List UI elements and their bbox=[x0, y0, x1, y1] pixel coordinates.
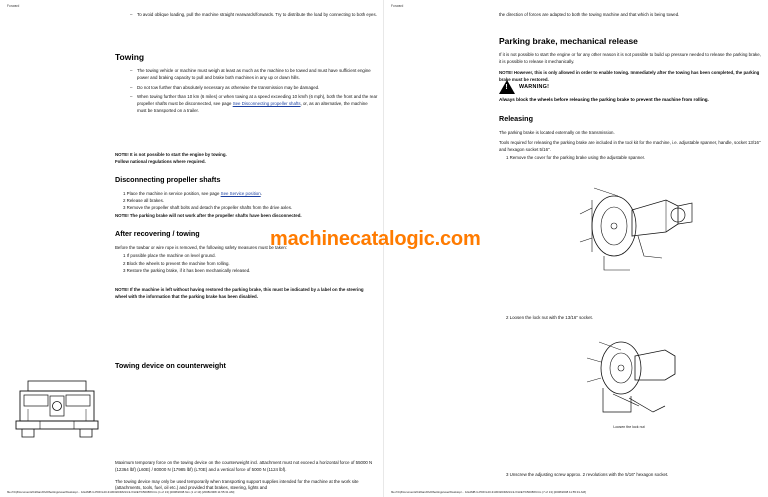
list-item: – When towing further than 10 km (6 miles) or when towing at a speed exceeding 10 km/h (6 mph), both the front and the rear propeller shafts must be disconnected, see page See Disconnecting propeller shafts, or, as an alternative, the machine must be transported on a trailer. bbox=[130, 94, 378, 114]
list-item: 1 Place the machine in service position, see page See Service position. bbox=[123, 190, 262, 196]
warning-triangle-icon bbox=[499, 80, 515, 94]
intro-bullet-block bbox=[130, 12, 378, 22]
propeller-heading: Disconnecting propeller shafts bbox=[115, 175, 221, 184]
towing-device-section bbox=[115, 362, 377, 371]
releasing-step-3-block bbox=[506, 472, 761, 479]
page-footer-left: file:///C|/Documents%20and%20Settings/user/Desktop/... lxGAMB G.PDF/L20-3130320/4821/L9-X/H/E7%5008/8.htm (1 of 13) [2008/2008.htm (1 of 13) [2008/2008 11:55:31 AM] bbox=[7, 490, 235, 494]
page-footer-right: file:///C|/Documents%20and%20Settings/user/Desktop/... lxGAMB G.PDF/L20-3130320/4821/L9-X/H/E7%5008/8.htm (7 of 13) [2008/2008 11:55:31 AM] bbox=[391, 490, 586, 494]
releasing-step-2: 2 Loosen the lock nut with the 13/16" socket. bbox=[506, 315, 593, 320]
parking-brake-section bbox=[499, 36, 761, 84]
towing-bullet-list bbox=[130, 68, 378, 115]
releasing-paragraph-1: The parking brake is located externally on the transmission. bbox=[499, 129, 615, 135]
recovering-note-block bbox=[115, 287, 377, 301]
list-item: 1 If possible place the machine on level ground. bbox=[123, 253, 216, 259]
propeller-section bbox=[115, 176, 377, 220]
towing-device-paragraph-2: The towing device may only be used temporarily when transporting support supplies intended for the machine at the work site (attachments, tools, fuel, oil etc.) and provided that brakes, steering, lights and bbox=[115, 478, 359, 491]
lock-nut-illustration bbox=[569, 328, 689, 423]
parking-brake-paragraph: If it is not possible to start the engine or for any other reason it is not possible to build up pressure needed to release the parking brake, it is possible to release it mechanically. bbox=[499, 52, 761, 65]
transmission-brake-illustration bbox=[574, 170, 704, 280]
propeller-steps bbox=[115, 191, 377, 212]
warning-box bbox=[499, 80, 709, 103]
list-item: – Do not tow further than absolutely necessary as otherwise the transmission may be damaged. bbox=[130, 85, 378, 92]
recovering-heading: After recovering / towing bbox=[115, 229, 200, 238]
list-item: – To avoid oblique loading, pull the machine straight rearwards/forwards. Try to distribute the load by connecting to both eyes. bbox=[130, 12, 378, 19]
parking-brake-heading: Parking brake, mechanical release bbox=[499, 36, 638, 46]
releasing-paragraph-2: Tools required for releasing the parking brake are included in the tool kit for the machine, i.e. adjustable spanner, handle, socket 13/16" and hexagon socket 5/16". bbox=[499, 140, 761, 153]
releasing-section bbox=[499, 115, 761, 154]
list-item: 2 Release all brakes. bbox=[123, 197, 165, 203]
top-paragraph: the direction of forces are adapted to both the towing machine and that which is being towed. bbox=[499, 12, 680, 17]
list-item: 3 Remove the propeller shaft bolts and detach the propeller shafts from the drive axles. bbox=[123, 205, 293, 211]
watermark: machinecatalogic.com bbox=[270, 228, 481, 250]
releasing-step-3: 3 Unscrew the adjusting screw approx. 2 revolutions with the 5/16" hexagon socket. bbox=[506, 472, 669, 477]
disconnecting-propeller-shafts-link[interactable]: See Disconnecting propeller shafts bbox=[232, 101, 301, 107]
releasing-step-1: 1 Remove the cover for the parking brake using the adjustable spanner. bbox=[506, 155, 646, 160]
brake-figure-2 bbox=[569, 328, 689, 429]
list-item: 3 Restore the parking brake, if it has been mechanically released. bbox=[123, 268, 251, 274]
recovering-lead: Before the towbar or wire rope is removed, the following safety measures must be taken: bbox=[115, 244, 288, 250]
towing-note-2: Follow national regulations where required. bbox=[115, 158, 206, 164]
counterweight-figure bbox=[10, 375, 105, 445]
towing-heading: Towing bbox=[115, 52, 145, 62]
top-paragraph-block bbox=[499, 12, 759, 19]
figure-caption: Loosen the lock nut bbox=[613, 425, 645, 429]
releasing-step-1-block bbox=[506, 155, 761, 162]
towing-device-heading: Towing device on counterweight bbox=[115, 361, 226, 370]
propeller-note: NOTE! The parking brake will not work after the propeller shafts have been disconnected. bbox=[115, 213, 302, 219]
intro-bullet-list bbox=[130, 12, 378, 19]
recovering-steps bbox=[115, 253, 377, 274]
releasing-step-2-block bbox=[506, 315, 761, 322]
recovering-note: NOTE! If the machine is left without having restored the parking brake, this must be indicated by a label on the steering wheel with the information that the parking brake has been disabled. bbox=[115, 287, 364, 299]
warning-text: Always block the wheels before releasing the parking brake to prevent the machine from rolling. bbox=[499, 97, 709, 102]
towing-device-paragraph-1: Maximum temporary force on the towing device on the counterweight incl. attachment must not exceed a horizontal force of 55000 N (12364 lbf) (L60E) / 80000 N (17985 lbf) (L70E) and a vertical force of 5000 N (1124 lbf). bbox=[115, 460, 373, 472]
towing-bullets bbox=[130, 68, 378, 118]
warning-row bbox=[499, 80, 664, 94]
list-item: – The towing vehicle or machine must weigh at least as much as the machine to be towed and must have sufficient engine power and braking capacity to pull and brake both machines in any up or down hills. bbox=[130, 68, 378, 82]
page-header-right: Forward bbox=[391, 4, 404, 8]
towing-note-1: NOTE! It is not possible to start the engine by towing. bbox=[115, 152, 227, 157]
see-service-position-link[interactable]: See Service position bbox=[220, 190, 261, 196]
list-item: 2 Block the wheels to prevent the machine from rolling. bbox=[123, 260, 230, 266]
counterweight-illustration bbox=[10, 375, 105, 445]
parking-brake-note: NOTE! However, this is only allowed in order to enable towing. Immediately after the towing has been completed, the parking brake must be restored. bbox=[499, 69, 760, 82]
page-header-left: Forward bbox=[7, 4, 20, 8]
towing-section bbox=[115, 52, 375, 62]
warning-label: WARNING! bbox=[519, 84, 550, 90]
towing-device-text bbox=[115, 460, 377, 492]
releasing-heading: Releasing bbox=[499, 114, 533, 123]
brake-figure-1 bbox=[574, 170, 704, 280]
towing-notes bbox=[115, 152, 377, 166]
